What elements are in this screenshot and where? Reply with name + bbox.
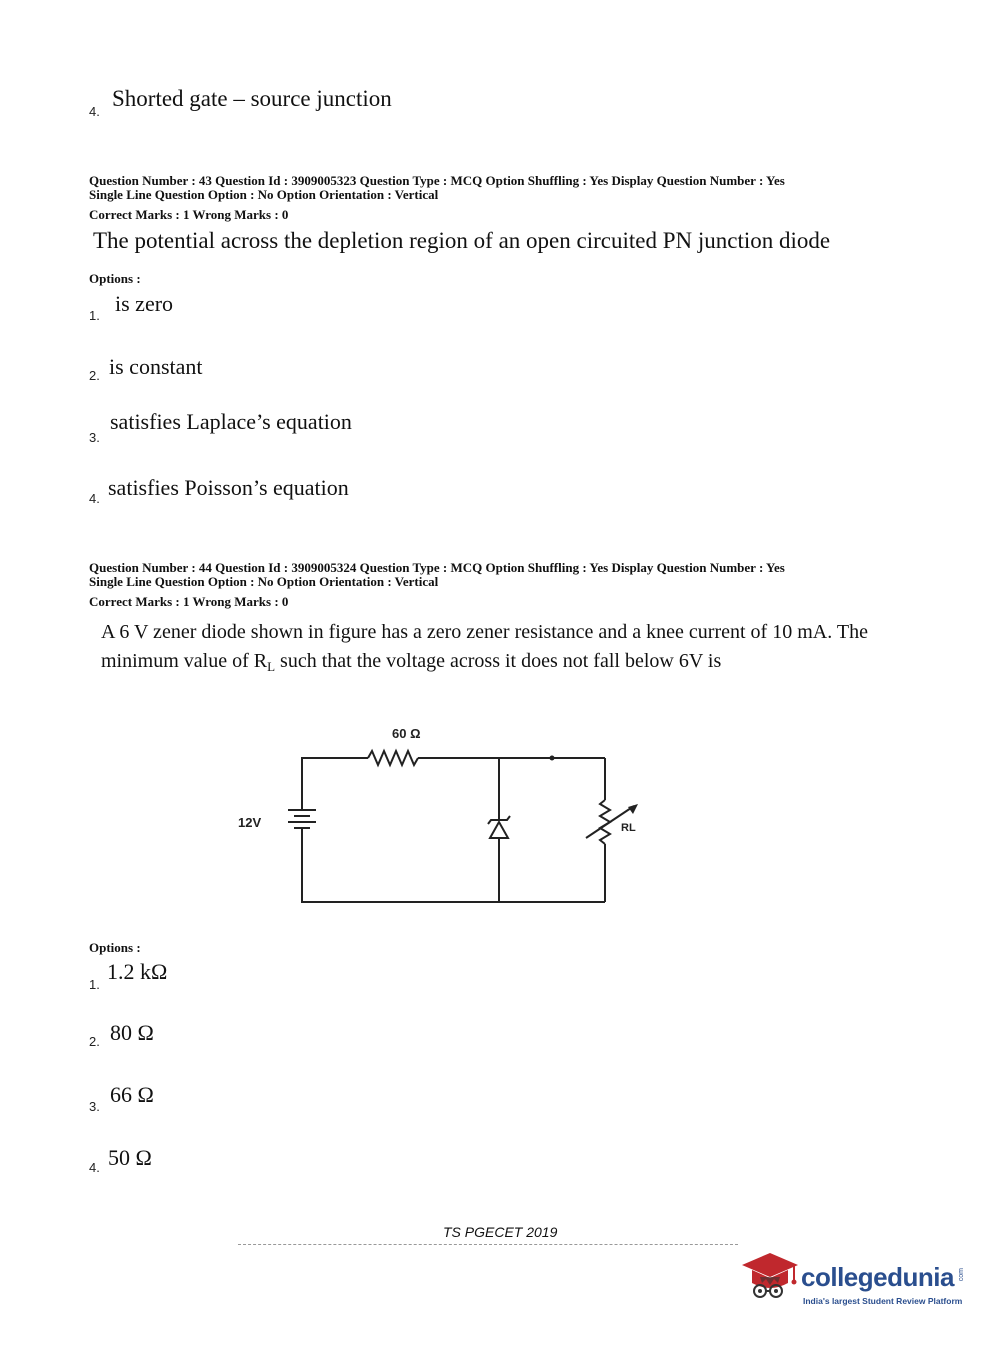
option-text: 50 Ω xyxy=(108,1145,152,1170)
option-text: satisfies Poisson’s equation xyxy=(108,475,349,500)
option-text: satisfies Laplace’s equation xyxy=(110,409,352,434)
question-meta-2: Single Line Question Option : No Option Orientation : Vertical xyxy=(89,187,439,202)
option-number: 2. xyxy=(89,368,100,383)
footer-divider xyxy=(238,1244,738,1245)
question-meta-2: Single Line Question Option : No Option Orientation : Vertical xyxy=(89,574,439,589)
zener-diode-icon xyxy=(488,816,510,838)
option-text: 80 Ω xyxy=(110,1020,154,1045)
load-label: RL xyxy=(621,822,636,834)
option-number: 3. xyxy=(89,430,100,445)
option-text: 1.2 kΩ xyxy=(107,959,168,984)
question-meta: Question Number : 43 Question Id : 3909005323 Question Type : MCQ Option Shuffling : Yes Display Question Number : Yes xyxy=(89,173,785,188)
question-marks: Correct Marks : 1 Wrong Marks : 0 xyxy=(89,207,289,222)
option-number: 2. xyxy=(89,1034,100,1049)
question-meta: Question Number : 44 Question Id : 3909005324 Question Type : MCQ Option Shuffling : Yes Display Question Number : Yes xyxy=(89,560,785,575)
zener-circuit-diagram xyxy=(230,718,650,908)
option-number: 3. xyxy=(89,1099,100,1114)
option-number: 4. xyxy=(89,1160,100,1175)
question-text: The potential across the depletion region of an open circuited PN junction diode xyxy=(93,228,831,253)
source-label: 12V xyxy=(238,815,262,830)
wire xyxy=(302,758,368,801)
arrow-head-icon xyxy=(628,804,638,814)
options-label: Options : xyxy=(89,271,141,286)
option-text: is constant xyxy=(109,354,203,379)
option-text: Shorted gate – source junction xyxy=(112,86,392,111)
brand-suffix: com xyxy=(958,1268,965,1282)
question-subscript: L xyxy=(267,659,276,674)
junction-dot xyxy=(550,756,555,761)
resistor-label: 60 Ω xyxy=(392,726,421,741)
option-number: 1. xyxy=(89,308,100,323)
question-marks: Correct Marks : 1 Wrong Marks : 0 xyxy=(89,594,289,609)
wire xyxy=(302,838,605,902)
brand-tagline: India's largest Student Review Platform xyxy=(803,1296,963,1306)
question-text-part2: such that the voltage across it does not fall below 6V is xyxy=(275,650,722,672)
graduation-cap-logo-icon xyxy=(740,1247,800,1307)
option-number: 1. xyxy=(89,977,100,992)
option-number: 4. xyxy=(89,104,100,119)
option-number: 4. xyxy=(89,491,100,506)
question-text xyxy=(101,618,871,681)
brand-name: collegedunia xyxy=(801,1262,954,1292)
resistor-60-icon xyxy=(368,751,418,765)
question-text-part1: A 6 V zener diode shown in figure has a zero zener resistance and a knee current of 10 mA. The minimum value of R xyxy=(101,621,868,672)
footer-exam-name: TS PGECET 2019 xyxy=(443,1224,558,1240)
options-label: Options : xyxy=(89,940,141,955)
option-text: is zero xyxy=(115,291,174,316)
option-text: 66 Ω xyxy=(110,1082,154,1107)
